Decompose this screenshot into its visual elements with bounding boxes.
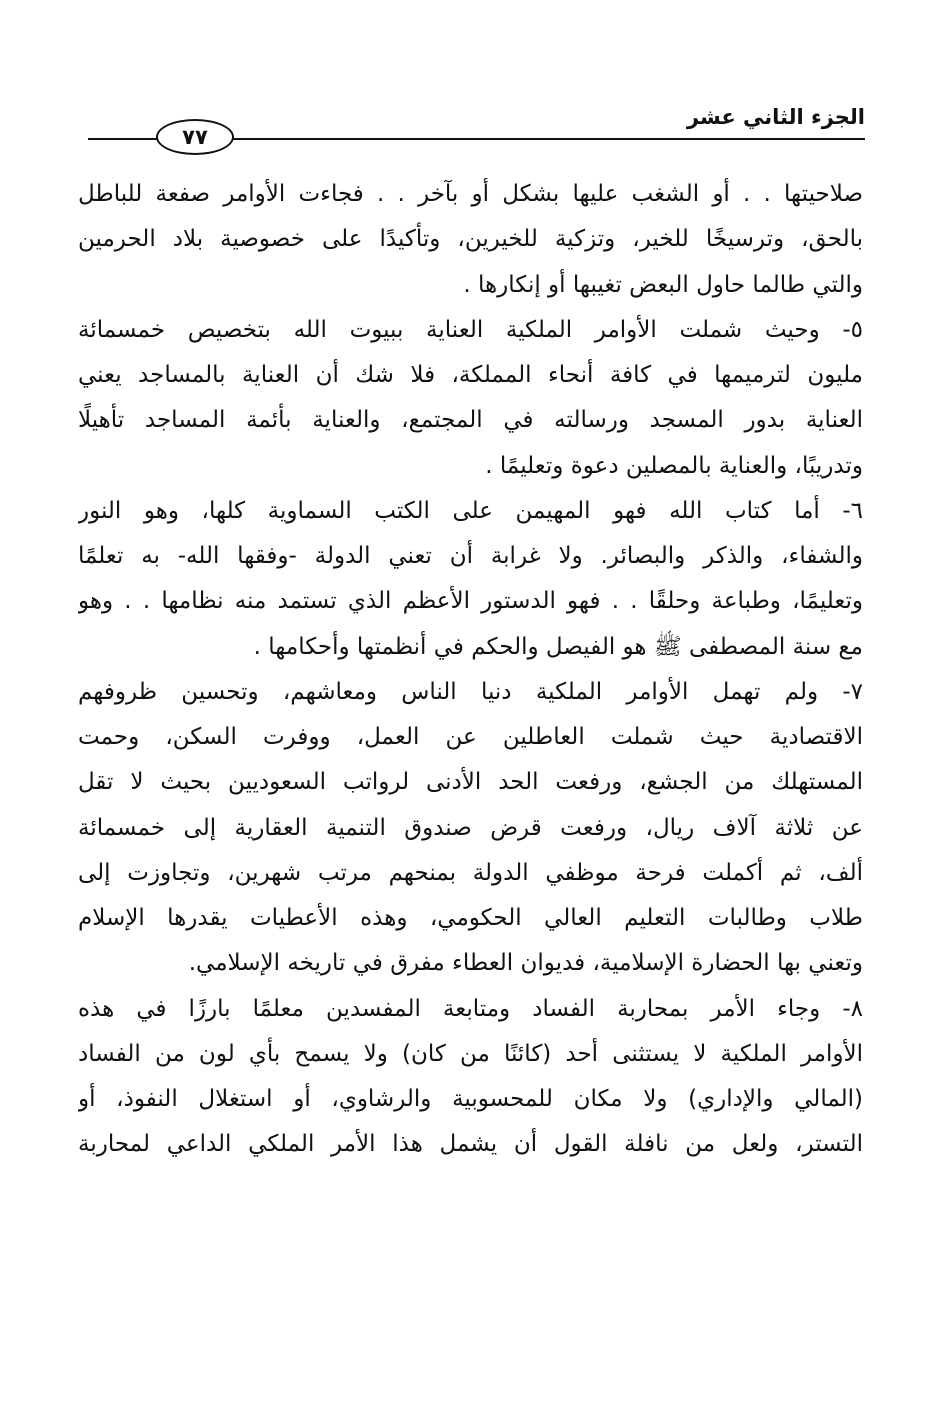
text-line: الاقتصادية حيث شملت العاطلين عن العمل، ووفرت السكن، وحمت bbox=[78, 724, 863, 750]
text-line: بالحق، وترسيخًا للخير، وتزكية للخيرين، وتأكيدًا على خصوصية بلاد الحرمين bbox=[78, 226, 863, 253]
page-header bbox=[88, 95, 865, 155]
text-line: ٨- وجاء الأمر بمحاربة الفساد ومتابعة المفسدين معلمًا بارزًا في هذه bbox=[78, 995, 863, 1022]
page-number-oval bbox=[156, 119, 234, 155]
text-line: التستر، ولعل من نافلة القول أن يشمل هذا الأمر الملكي الداعي لمحاربة bbox=[78, 1131, 863, 1158]
text-line: العناية بدور المسجد ورسالته في المجتمع، والعناية بأئمة المساجد تأهيلًا bbox=[78, 407, 863, 434]
text-line: ٥- وحيث شملت الأوامر الملكية العناية ببيوت الله بتخصيص خمسمائة bbox=[78, 316, 863, 343]
text-line: ٦- أما كتاب الله فهو المهيمن على الكتب السماوية كلها، وهو النور bbox=[78, 497, 863, 524]
paragraph-7 bbox=[78, 670, 863, 987]
text-line: والتي طالما حاول البعض تغيبها أو إنكارها . bbox=[463, 271, 863, 298]
paragraph-6 bbox=[78, 489, 863, 670]
paragraph-5 bbox=[78, 308, 863, 489]
text-line: ألف، ثم أكملت فرحة موظفي الدولة بمنحهم مرتب شهرين، وتجاوزت إلى bbox=[78, 859, 863, 886]
text-line: صلاحيتها . . أو الشغب عليها بشكل أو بآخر . . فجاءت الأوامر صفعة للباطل bbox=[78, 181, 863, 207]
text-line: (المالي والإداري) ولا مكان للمحسوبية والرشاوي، أو استغلال النفوذ، أو bbox=[78, 1086, 863, 1112]
body-text bbox=[78, 172, 863, 1168]
text-line: مليون لترميمها في كافة أنحاء المملكة، فلا شك أن العناية بالمساجد يعني bbox=[78, 362, 863, 388]
text-line: وتعني بها الحضارة الإسلامية، فديوان العطاء مفرق في تاريخه الإسلامي. bbox=[188, 950, 863, 977]
text-line: مع سنة المصطفى ﷺ هو الفيصل والحكم في أنظمتها وأحكامها . bbox=[253, 633, 863, 660]
paragraph-8 bbox=[78, 987, 863, 1168]
text-line: عن ثلاثة آلاف ريال، ورفعت قرض صندوق التنمية العقارية إلى خمسمائة bbox=[78, 814, 863, 841]
text-line: والشفاء، والذكر والبصائر. ولا غرابة أن تعني الدولة -وفقها الله- به تعلمًا bbox=[78, 543, 863, 569]
text-line: طلاب وطالبات التعليم العالي الحكومي، وهذه الأعطيات يقدرها الإسلام bbox=[78, 905, 863, 931]
paragraph-intro-continued bbox=[78, 172, 863, 308]
running-title: الجزء الثاني عشر bbox=[686, 105, 865, 129]
text-line: وتدريبًا، والعناية بالمصلين دعوة وتعليمًا . bbox=[485, 452, 863, 479]
text-line: ٧- ولم تهمل الأوامر الملكية دنيا الناس ومعاشهم، وتحسين ظروفهم bbox=[78, 678, 863, 705]
text-line: الأوامر الملكية لا يستثنى أحد (كائنًا من كان) ولا يسمح بأي لون من الفساد bbox=[78, 1040, 863, 1067]
page-number: ٧٧ bbox=[182, 125, 208, 149]
text-line: وتعليمًا، وطباعة وحلقًا . . فهو الدستور الأعظم الذي تستمد منه نظامها . . وهو bbox=[78, 588, 863, 615]
text-line: المستهلك من الجشع، ورفعت الحد الأدنى لرواتب السعوديين بحيث لا تقل bbox=[78, 769, 863, 796]
